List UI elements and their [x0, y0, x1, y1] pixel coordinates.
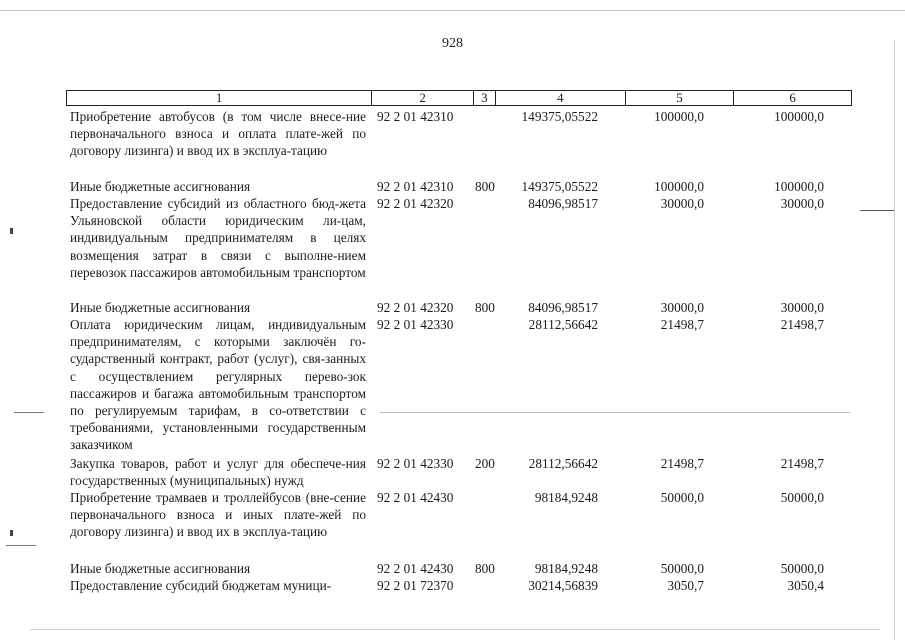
row-name: Иные бюджетные ассигнования — [70, 179, 251, 194]
row-col6: 50000,0 — [780, 561, 824, 576]
column-header-2: 2 — [372, 91, 474, 105]
table-header — [66, 90, 852, 106]
row-vr: 800 — [475, 561, 495, 576]
row-col5: 100000,0 — [654, 109, 704, 124]
row-col4: 98184,9248 — [534, 561, 598, 576]
row-col4: 149375,05522 — [521, 179, 598, 194]
row-col6: 21498,7 — [780, 317, 824, 332]
row-col4: 84096,98517 — [528, 300, 598, 315]
row-col6: 30000,0 — [780, 300, 824, 315]
row-col5: 30000,0 — [660, 196, 704, 211]
row-col4: 149375,05522 — [521, 109, 598, 124]
row-col6: 21498,7 — [780, 456, 824, 471]
table-row — [0, 316, 905, 455]
row-col6: 100000,0 — [774, 179, 824, 194]
table-row — [0, 108, 905, 178]
row-code: 92 2 01 42320 — [377, 300, 454, 315]
row-col5: 50000,0 — [660, 490, 704, 505]
row-col5: 30000,0 — [660, 300, 704, 315]
page-number: 928 — [442, 36, 463, 51]
row-name: Предоставление субсидий из областного бюд-жета Ульяновской области юридическим ли-цам, индивидуальным предпринимателям в целях возмещения затрат в связи с выполне-нием перевозок пассажиров автомобильным транспортом — [70, 196, 366, 280]
scan-artifact — [10, 530, 13, 536]
row-col6: 100000,0 — [774, 109, 824, 124]
row-code: 92 2 01 42330 — [377, 317, 454, 332]
row-col4: 84096,98517 — [528, 196, 598, 211]
top-scan-border — [0, 10, 905, 11]
row-name: Приобретение трамваев и троллейбусов (вне-сение первоначального взноса и иных плате-жей по договору лизинга) и ввод их в эксплуа-тацию — [70, 490, 366, 540]
table-row — [0, 577, 905, 594]
scan-artifact — [10, 228, 13, 234]
table-row — [0, 455, 905, 489]
row-name: Иные бюджетные ассигнования — [70, 300, 251, 315]
scan-artifact — [380, 412, 850, 413]
row-col5: 3050,7 — [667, 578, 704, 593]
row-vr: 800 — [475, 300, 495, 315]
row-col6: 50000,0 — [780, 490, 824, 505]
row-code: 92 2 01 72370 — [377, 578, 454, 593]
scan-artifact — [14, 412, 44, 413]
column-header-5: 5 — [626, 91, 735, 105]
row-name: Приобретение автобусов (в том числе внесе-ние первоначального взноса и оплата плате-жей по договору лизинга) и ввод их в эксплуа-тацию — [70, 109, 366, 159]
table-row — [0, 489, 905, 560]
column-header-3: 3 — [474, 91, 496, 105]
row-name: Иные бюджетные ассигнования — [70, 561, 251, 576]
row-code: 92 2 01 42330 — [377, 456, 454, 471]
row-code: 92 2 01 42320 — [377, 196, 454, 211]
column-header-1: 1 — [67, 91, 372, 105]
table-row — [0, 178, 905, 195]
table-row — [0, 560, 905, 577]
row-name: Оплата юридическим лицам, индивидуальным предпринимателям, с которыми заключён го-сударственный контракт, работ (услуг), свя-занных с осуществлением регулярных перево-зок пассажиров и багажа автомобильным транспортом по регулируемым тарифам, в со-ответствии с требованиями, установленными государственным заказчиком — [70, 317, 366, 453]
row-col4: 30214,56839 — [528, 578, 598, 593]
row-vr: 200 — [475, 456, 495, 471]
scan-artifact — [6, 545, 36, 546]
row-col4: 28112,56642 — [528, 456, 598, 471]
row-vr: 800 — [475, 179, 495, 194]
row-col6: 3050,4 — [787, 578, 824, 593]
scan-artifact — [860, 210, 894, 211]
table-body — [0, 108, 905, 594]
row-name: Предоставление субсидий бюджетам муници- — [70, 578, 332, 593]
column-header-4: 4 — [496, 91, 626, 105]
column-header-6: 6 — [789, 90, 796, 105]
row-name: Закупка товаров, работ и услуг для обеспече-ния государственных (муниципальных) нужд — [70, 456, 366, 489]
row-col4: 98184,9248 — [534, 490, 598, 505]
row-code: 92 2 01 42430 — [377, 490, 454, 505]
row-code: 92 2 01 42430 — [377, 561, 454, 576]
row-col4: 28112,56642 — [528, 317, 598, 332]
row-code: 92 2 01 42310 — [377, 179, 454, 194]
table-row — [0, 195, 905, 299]
table-row — [0, 299, 905, 316]
row-col5: 50000,0 — [660, 561, 704, 576]
scan-artifact — [30, 629, 880, 630]
row-col5: 21498,7 — [660, 456, 704, 471]
row-col6: 30000,0 — [780, 196, 824, 211]
row-col5: 21498,7 — [660, 317, 704, 332]
row-code: 92 2 01 42310 — [377, 109, 454, 124]
row-col5: 100000,0 — [654, 179, 704, 194]
